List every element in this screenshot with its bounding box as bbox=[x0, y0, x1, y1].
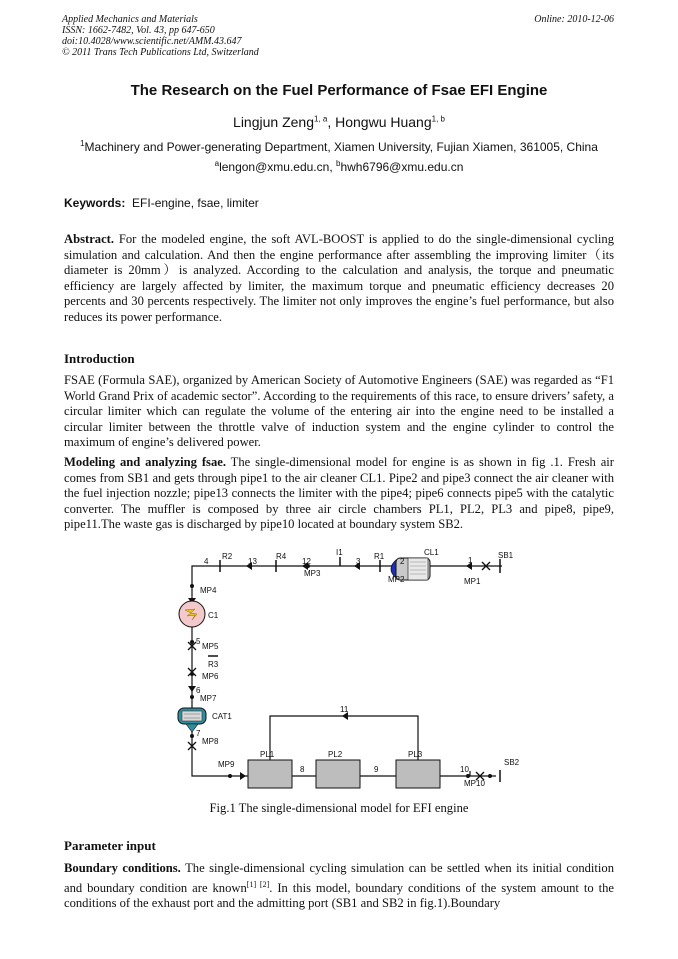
boundary-conditions-text-1: The single-dimensional cycling simulation can be settled when its initial condition and boundary condition are known bbox=[64, 861, 614, 895]
chamber-pl3 bbox=[396, 760, 440, 788]
author-separator: , bbox=[327, 114, 336, 130]
label-pl3: PL3 bbox=[408, 750, 423, 759]
abstract bbox=[64, 232, 614, 326]
label-pl2: PL2 bbox=[328, 750, 343, 759]
restriction-bars bbox=[208, 557, 500, 656]
label-5: 5 bbox=[196, 637, 201, 646]
label-8: 8 bbox=[300, 765, 305, 774]
author-2: Hongwu Huang bbox=[335, 114, 432, 130]
email-line bbox=[0, 159, 678, 174]
author-1: Lingjun Zeng bbox=[233, 114, 314, 130]
flow-arrows bbox=[188, 562, 472, 780]
author-2-sup: 1, b bbox=[431, 114, 445, 124]
journal-name: Applied Mechanics and Materials bbox=[62, 14, 198, 25]
citation-ref: [1] [2] bbox=[246, 879, 270, 889]
label-r4: R4 bbox=[276, 552, 287, 561]
label-r1: R1 bbox=[374, 552, 385, 561]
label-i1: I1 bbox=[336, 548, 343, 557]
label-mp6: MP6 bbox=[202, 672, 219, 681]
valve-marks bbox=[188, 562, 490, 780]
label-13: 13 bbox=[248, 557, 257, 566]
abstract-label: Abstract. bbox=[64, 232, 115, 246]
boundary-conditions-label: Boundary conditions. bbox=[64, 861, 181, 875]
label-sb1: SB1 bbox=[498, 551, 514, 560]
figure-caption: Fig.1 The single-dimensional model for EFI engine bbox=[209, 801, 469, 815]
label-mp7: MP7 bbox=[200, 694, 217, 703]
label-cl1: CL1 bbox=[424, 548, 439, 557]
label-3: 3 bbox=[356, 557, 361, 566]
label-cat1: CAT1 bbox=[212, 712, 232, 721]
email-a[interactable]: lengon@xmu.edu.cn, bbox=[219, 160, 333, 174]
author-1-sup: 1, a bbox=[313, 114, 328, 124]
label-r3: R3 bbox=[208, 660, 219, 669]
introduction-heading: Introduction bbox=[64, 351, 135, 366]
modeling-label: Modeling and analyzing fsae. bbox=[64, 455, 226, 469]
label-sb2: SB2 bbox=[504, 758, 520, 767]
email-b-sup: b bbox=[336, 159, 341, 168]
chamber-pl2 bbox=[316, 760, 360, 788]
label-mp1: MP1 bbox=[464, 577, 481, 586]
paper-title: The Research on the Fuel Performance of Fsae EFI Engine bbox=[130, 82, 548, 99]
label-mp3: MP3 bbox=[304, 569, 321, 578]
author-line bbox=[0, 114, 678, 130]
intake-pipe-line bbox=[192, 566, 502, 776]
cylinder-c1 bbox=[179, 601, 205, 627]
issn-line: ISSN: 1662-7482, Vol. 43, pp 647-650 bbox=[62, 25, 215, 36]
boundary-conditions-paragraph bbox=[64, 861, 614, 912]
keywords-label: Keywords: bbox=[64, 196, 126, 210]
keywords bbox=[64, 196, 259, 210]
label-7: 7 bbox=[196, 729, 201, 738]
journal-header bbox=[62, 14, 259, 58]
keywords-text: EFI-engine, fsae, limiter bbox=[132, 196, 259, 210]
label-9: 9 bbox=[374, 765, 379, 774]
parameter-input-heading: Parameter input bbox=[64, 838, 156, 853]
boundary-conditions-text-2: . In this model, boundary conditions of the system amount to the conditions of the exhaust port and the admitting port (SB1 and SB2 in fig.1).Boundary bbox=[64, 880, 615, 911]
engine-model-diagram bbox=[170, 546, 540, 796]
label-6: 6 bbox=[196, 686, 201, 695]
chamber-pl1 bbox=[248, 760, 292, 788]
label-mp2: MP2 bbox=[388, 575, 405, 584]
affiliation bbox=[0, 139, 678, 154]
doi-line: doi:10.4028/www.scientific.net/AMM.43.647 bbox=[62, 36, 242, 47]
online-date: Online: 2010-12-06 bbox=[534, 14, 614, 25]
label-pl1: PL1 bbox=[260, 750, 275, 759]
label-mp5: MP5 bbox=[202, 642, 219, 651]
pipe-lines bbox=[192, 566, 502, 776]
label-mp9: MP9 bbox=[218, 760, 235, 769]
copyright-line: © 2011 Trans Tech Publications Ltd, Switzerland bbox=[62, 47, 259, 58]
label-1: 1 bbox=[468, 556, 473, 565]
label-mp4: MP4 bbox=[200, 586, 217, 595]
email-b[interactable]: hwh6796@xmu.edu.cn bbox=[340, 160, 464, 174]
label-2: 2 bbox=[400, 557, 405, 566]
label-11: 11 bbox=[340, 705, 349, 714]
catalytic-converter-cat1 bbox=[178, 708, 206, 732]
label-r2: R2 bbox=[222, 552, 233, 561]
affiliation-text: Machinery and Power-generating Department, Xiamen University, Fujian Xiamen, 361005, China bbox=[84, 140, 598, 154]
label-c1: C1 bbox=[208, 611, 219, 620]
label-mp8: MP8 bbox=[202, 737, 219, 746]
modeling-text: The single-dimensional model for engine is as shown in fig .1. Fresh air comes from SB1 and gets through pipe1 to the air cleaner CL1. Pipe2 and pipe3 connect the air cleaner with the fuel injection nozzle; pipe13 connects the limiter with the pipe4; pipe6 connects pipe5 with the catalytic converter. The muffler is composed by three air circle chambers PL1, PL2, PL3 and pipe8, pipe9, pipe11.The waste gas is discharged by pipe10 located at boundary system SB2. bbox=[64, 455, 614, 532]
measuring-points bbox=[190, 564, 492, 778]
label-12: 12 bbox=[302, 557, 311, 566]
affiliation-sup: 1 bbox=[80, 139, 85, 148]
label-10: 10 bbox=[460, 765, 469, 774]
email-a-sup: a bbox=[214, 159, 220, 168]
pipe11-line bbox=[270, 716, 418, 760]
introduction-text: FSAE (Formula SAE), organized by American Society of Automotive Engineers (SAE) was regarded as “F1 World Grand Prix of academic sector”. According to the requirements of this race, to ensure drivers’ safety, a circular limiter which can regulate the volume of the entering air into the engine need to be installed a circular limiter between the throttle valve of induction system and the engine cylinder to control the maximum of engine’s delivered power. bbox=[64, 373, 614, 450]
modeling-paragraph bbox=[64, 455, 614, 533]
diagram-labels bbox=[196, 548, 520, 788]
muffler-chambers bbox=[248, 760, 440, 788]
abstract-text: For the modeled engine, the soft AVL-BOOST is applied to do the single-dimensional cycling simulation and calculation. And then the engine performance after assembling the improving limiter（its diameter is 20mm）is analyzed. According to the calculation and analysis, the torque and pneumatic efficiency are largely affected by limiter, the maximum torque and pneumatic efficiency decreases 20 percents and 30 percents respectively. The limiter not only improves the engine’s fuel performance, but also reduces its power performance. bbox=[64, 232, 614, 324]
label-mp10: MP10 bbox=[464, 779, 485, 788]
label-4: 4 bbox=[204, 557, 209, 566]
